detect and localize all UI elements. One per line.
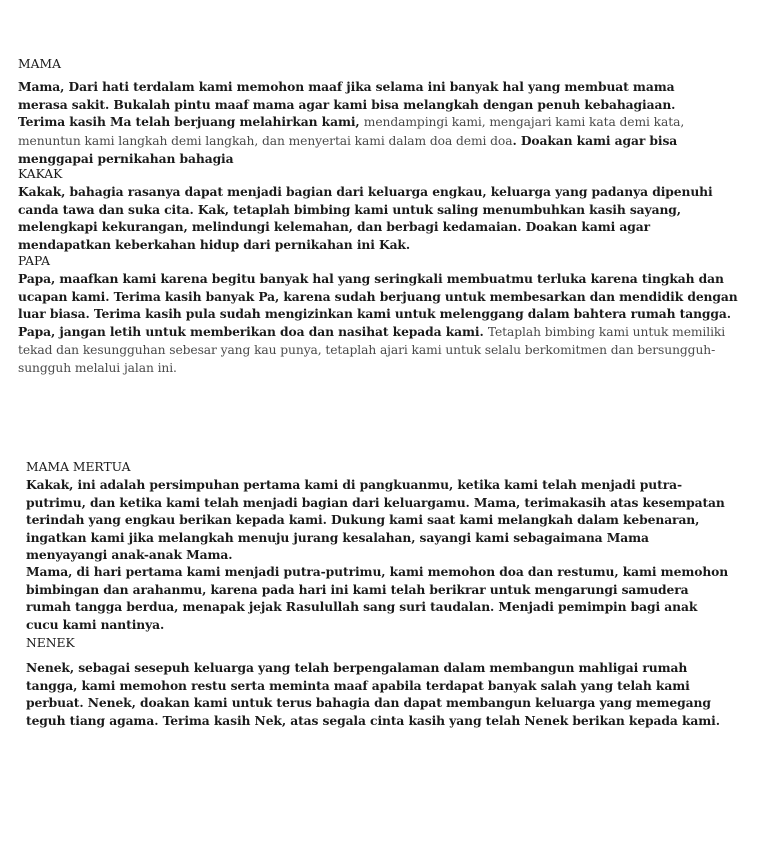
paragraph-papa-part-2: Tetaplah bimbing kami untuk memiliki tekad dan kesungguhan sebesar yang kau punya, tetaplah ajari kami untuk selalu berkomitmen dan bersungguh-sungguh melalui jalan ini. (18, 324, 726, 376)
paragraph-mama-mertua-1: Kakak, ini adalah persimpuhan pertama kami di pangkuanmu, ketika kami telah menjadi putra-putrimu, dan ketika kami telah menjadi bagian dari keluargamu. Mama, terimakasih atas kesempatan terindah yang engkau berikan kepada kami. Dukung kami saat kami melangkah dalam kebenaran, ingatkan kami jika melangkah menuju jurang kesalahan, sayangi kami sebagaimana Mama menyayangi anak-anak Mama. (26, 477, 725, 563)
paragraph-nenek: Nenek, sebagai sesepuh keluarga yang telah berpengalaman dalam membangun mahligai rumah tangga, kami memohon restu serta meminta maaf apabila terdapat banyak salah yang telah kami perbuat. Nenek, doakan kami untuk terus bahagia dan dapat membangun keluarga yang memegang teguh tiang agama. Terima kasih Nek, atas segala cinta kasih yang telah Nenek berikan kepada kami. (26, 660, 720, 728)
section-kakak (18, 166, 736, 253)
section-nenek (26, 635, 726, 729)
paragraph-mama-part-2: mendampingi kami, mengajari kami kata demi kata, menuntun kami langkah demi langkah, dan menyertai kami dalam doa demi doa (18, 115, 685, 148)
paragraph-mama-part-3: . Doakan kami agar bisa menggapai pernikahan bahagia (18, 132, 678, 167)
paragraph-kakak: Kakak, bahagia rasanya dapat menjadi bagian dari keluarga engkau, keluarga yang padanya dipenuhi canda tawa dan suka cita. Kak, tetaplah bimbing kami untuk saling menumbuhkan kasih sayang, melengkapi kekurangan, melindungi kelemahan, dan berbagi kedamaian. Doakan kami agar mendapatkan keberkahan hidup dari pernikahan ini Kak. (18, 184, 713, 252)
paragraph-mama-mertua-2: Mama, di hari pertama kami menjadi putra-putrimu, kami memohon doa dan restumu, kami memohon bimbingan dan arahanmu, karena pada hari ini kami telah berikrar untuk mengarungi samudera rumah tangga berdua, menapak jejak Rasulullah sang suri taudalan. Menjadi pemimpin bagi anak cucu kami nantinya. (26, 564, 729, 632)
section-mama (18, 56, 718, 167)
heading-papa: PAPA (18, 254, 51, 268)
paragraph-papa-part-1: Papa, maafkan kami karena begitu banyak hal yang seringkali membuatmu terluka karena tingkah dan ucapan kami. Terima kasih banyak Pa, karena sudah berjuang untuk membesarkan dan mendidik dengan luar biasa. Terima kasih pula sudah mengizinkan kami untuk melenggang dalam bahtera rumah tangga. Papa, jangan letih untuk memberikan doa dan nasihat kepada kami. (18, 271, 738, 339)
heading-nenek: NENEK (26, 636, 75, 650)
paragraph-papa (18, 270, 748, 377)
paragraph-mama-part-1: Mama, Dari hati terdalam kami memohon maaf jika selama ini banyak hal yang membuat mama merasa sakit. Bukalah pintu maaf mama agar kami bisa melangkah dengan penuh kebahagiaan. Terima kasih Ma telah berjuang melahirkan kami, (18, 79, 676, 130)
section-mama-mertua (26, 459, 730, 633)
paragraph-mama (18, 78, 718, 167)
section-papa (18, 253, 748, 378)
heading-mama-mertua: MAMA MERTUA (26, 460, 131, 474)
heading-kakak: KAKAK (18, 167, 63, 181)
heading-mama: MAMA (18, 57, 61, 71)
